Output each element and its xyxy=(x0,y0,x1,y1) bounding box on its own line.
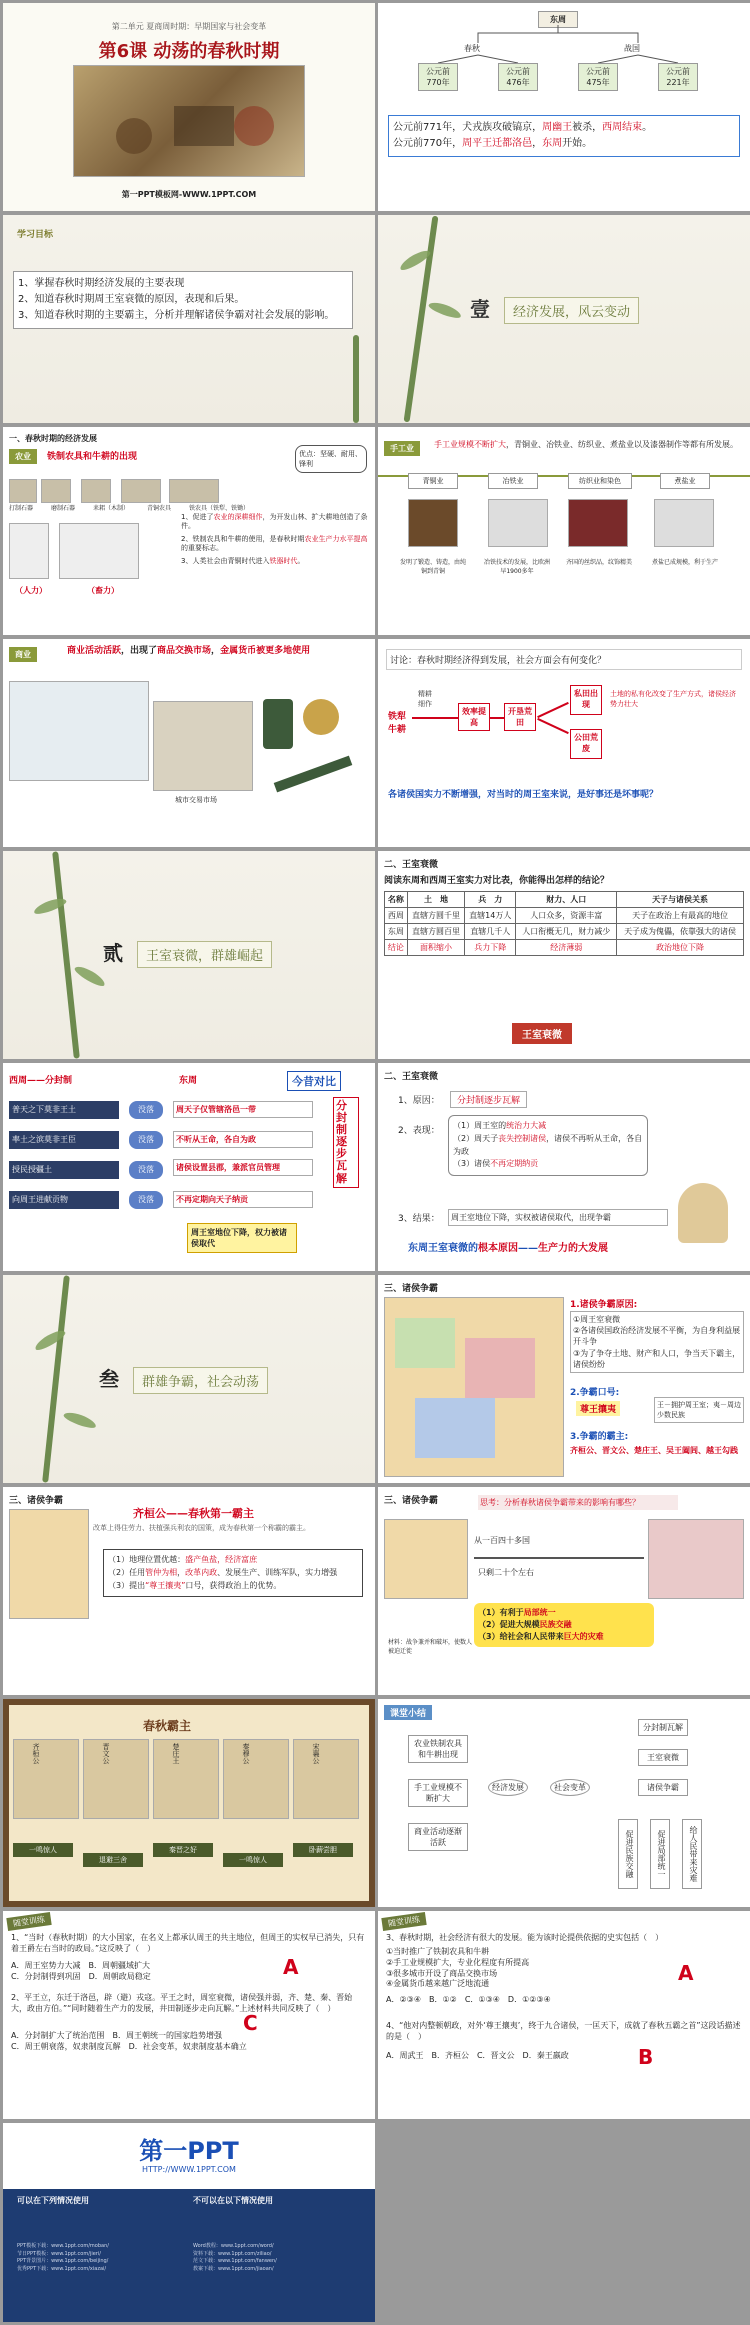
tool-labels: 打制石器 磨制石器 耒耜（木制） 青铜农具 铁农具（铁犁、铁锄） xyxy=(9,505,249,512)
map-after-image xyxy=(648,1519,744,1599)
impact-box: （1）有利于局部统一 （2）促进大规模民族交融 （3）给社会和人民带来巨大的灾难 xyxy=(474,1603,654,1647)
salt-image xyxy=(654,499,714,547)
east-label: 东周 xyxy=(179,1076,198,1086)
summary-fengjian: 分封制瓦解 xyxy=(638,1719,688,1736)
caption-salt: 煮盐已成规模，利于生产 xyxy=(651,559,718,566)
bamboo-decor xyxy=(404,216,439,423)
duke-points: （1）地理位置优越：盛产鱼盐，经济富庶 （2）任用管仲为相，改革内政、发展生产、训练军队，实力增强 （3）提出“尊王攘夷”口号，获得政治上的优势。 xyxy=(103,1549,363,1597)
section-title: 经济发展，风云变动 xyxy=(504,297,639,324)
question-3: 3、春秋时期，社会经济有很大的发展。能为该时论提供依据的史实包括（ ） xyxy=(386,1933,664,1942)
slide-handicraft[interactable] xyxy=(378,427,750,635)
slide-commerce[interactable] xyxy=(3,639,375,847)
slide-impact[interactable] xyxy=(378,1487,750,1695)
table-question: 阅读东周和西周王室实力对比表，你能得出怎样的结论？ xyxy=(384,876,610,886)
ox-label: （畜力） xyxy=(87,586,119,595)
comparison-table: 名称 土 地 兵 力 财力、人口 天子与诸侯关系 西周 直辖方圆千里 直辖14万人 人口众多，资源丰富 天子在政治上有最高的地位 东周 直辖方圆百里 直辖几千人 人口衔概无几，财力减少 天子成为傀儡，依靠强大的诸侯 结论 面积缩小 兵力下降 经济薄弱 政治地位下降 xyxy=(384,891,744,956)
quiz-tag: 随堂训练 xyxy=(6,1912,51,1931)
quiz-tag: 随堂训练 xyxy=(381,1912,426,1931)
hegemon-portrait xyxy=(223,1739,289,1819)
options-1: A．周王室势力大减 B．周朝疆域扩大 C．分封制得到巩固 D．周朝政局稳定 xyxy=(11,1961,151,1981)
tag-agri: 农业 xyxy=(9,449,37,464)
cause-title: 1.诸侯争霸原因: xyxy=(570,1300,638,1310)
year-770: 公元前770年 xyxy=(418,63,458,91)
idiom-label: 秦晋之好 xyxy=(153,1843,213,1857)
section-heading: 三、诸侯争霸 xyxy=(384,1496,439,1506)
market-caption: 城市交易市场 xyxy=(175,796,217,804)
slide-quiz-2[interactable] xyxy=(378,1911,750,2119)
qi-map-image xyxy=(9,1509,89,1619)
hegemon-portrait xyxy=(153,1739,219,1819)
options-2: A．分封制扩大了统治范围 B．周王朝统一的国家趋势增强 C．周王朝衰落，奴隶制度瓦解 D．社会变革，奴隶制度基本确立 xyxy=(11,2031,247,2051)
flow-note: 土地的私有化改变了生产方式，诸侯经济势力壮大 xyxy=(610,690,736,708)
reason-value: 分封制逐步瓦解 xyxy=(450,1091,527,1108)
hegemon-name: 宋襄公 xyxy=(312,1743,320,1764)
compare-title: 今昔对比 xyxy=(287,1071,341,1091)
hegemon-name: 楚庄王 xyxy=(172,1743,180,1764)
summary-effect: 促进局部统一 xyxy=(650,1819,670,1889)
flow-d: 开垦荒田 xyxy=(504,703,536,731)
conclusion-badge: 王室衰微 xyxy=(512,1023,572,1044)
table-row: 东周 直辖方圆百里 直辖几千人 人口衔概无几，财力减少 天子成为傀儡，依靠强大的诸侯 xyxy=(385,924,744,940)
link-list-left: PPT模板下载：www.1ppt.com/moban/ 节日PPT模板：www.1ppt.com/jieri/ PPT背景图片：www.1ppt.com/beijing/ 优秀PPT下载：www.1ppt.com/xiazai/ xyxy=(17,2243,109,2272)
slide-hegemons[interactable] xyxy=(3,1699,375,1907)
event-box: 公元前771年，犬戎族攻破镐京，周幽王被杀，西周结束。 公元前770年，周平王迁都洛邑，东周开始。 xyxy=(388,115,740,157)
hegemons-title: 春秋霸主 xyxy=(143,1719,192,1733)
slide-section-3[interactable] xyxy=(3,1275,375,1483)
cause-list: ①周王室衰微 ②各诸侯国政治经济发展不平衡，为自身利益展开斗争 ③为了争夺土地、财产和人口，争当天下霸主，诸侯纷纷 xyxy=(570,1311,744,1373)
decline-chip: 没落 xyxy=(129,1131,163,1149)
label-textile: 纺织业和染色 xyxy=(568,473,632,489)
idiom-label: 一鸣惊人 xyxy=(223,1853,283,1867)
slide-hegemony-causes[interactable] xyxy=(378,1275,750,1483)
bamboo-decor xyxy=(52,851,80,1058)
flow-b: 精耕细作 xyxy=(418,690,432,708)
market-image xyxy=(153,701,253,791)
agri-subtitle: 铁制农具和牛耕的出现 xyxy=(47,452,138,462)
round-coin-icon xyxy=(303,699,339,735)
hegemon-name: 秦穆公 xyxy=(242,1743,250,1764)
stone-tool-image xyxy=(9,479,37,503)
duke-subtitle: 改革上得住劳力、扶植强兵利农的国策，成为春秋第一个称霸的霸主。 xyxy=(93,1524,310,1532)
summary-agri: 农业铁制农具和牛耕出现 xyxy=(408,1735,468,1763)
section-number: 贰 xyxy=(103,941,123,965)
summary-change: 社会变革 xyxy=(550,1779,590,1796)
manifest-label: 2、表现： xyxy=(398,1126,440,1136)
textile-image xyxy=(568,499,628,547)
battle-painting-image xyxy=(73,65,305,177)
question-1: 1、“当时（春秋时期）的大小国家，在名义上都承认周王的共主地位，但周王的实权早已消失，只有着王爵左右当时的政局。”这反映了（ ） xyxy=(11,1933,365,1953)
link-list-right: Word教程：www.1ppt.com/word/ 资料下载：www.1ppt.com/ziliao/ 范文下载：www.1ppt.com/fanwen/ 教案下载：www.1ppt.com/jiaoan/ xyxy=(193,2243,277,2272)
lesson-title: 第6课 动荡的春秋时期 xyxy=(98,41,280,62)
node-zhanguo: 战国 xyxy=(624,44,640,53)
discussion-question: 讨论：春秋时期经济得到发展，社会方面会有何变化？ xyxy=(386,649,742,670)
side-conclusion: 分封制逐步瓦解 xyxy=(333,1097,359,1188)
objectives-heading: 学习目标 xyxy=(17,230,54,240)
figure-illustration xyxy=(678,1183,728,1243)
year-475: 公元前475年 xyxy=(578,63,618,91)
manifest-box: （1）周王室的统治力大减 （2）周天子丧失控制诸侯，诸侯不再听从王命，各自为政 （3）诸侯不再定期纳贡 xyxy=(448,1115,648,1176)
slide-summary[interactable] xyxy=(378,1699,750,1907)
unit-label: 第二单元 夏商周时期：早期国家与社会变革 xyxy=(111,22,267,31)
usage-allowed: 可以在下列情况使用 xyxy=(17,2196,89,2205)
impact-note: 材料：战争兼并和破坏，使数人被迫迁徙 xyxy=(388,1639,473,1655)
question-2: 2、平王立，东迁于洛邑，辟（避）戎寇。平王之时，周室衰微，诸侯强并弱，齐、楚、秦、晋始大，政由方伯。”“同时随着生产力的发展，井田制逐步走向瓦解。”上述材料共同反映了（ ） xyxy=(11,1993,353,2013)
items-3: ①当时推广了铁制农具和牛耕 ②手工业规模扩大，专业化程度有所提高 ③很多城市开设了商品交换市场 ④金属货币越来越广泛地流通 xyxy=(386,1947,530,1989)
question-4: 4、“他对内整顿朝政，对外‘尊王攘夷’，终于九合诸侯，一匡天下，成就了春秋五霸之首”这段话描述的是（ ） xyxy=(386,2021,741,2041)
table-row: 西周 直辖方圆千里 直辖14万人 人口众多，资源丰富 天子在政治上有最高的地位 xyxy=(385,908,744,924)
tag-handicraft: 手工业 xyxy=(384,441,420,456)
east-row: 诸侯设置县郡，兼派官员管理 xyxy=(173,1159,313,1176)
section-heading: 三、诸侯争霸 xyxy=(384,1284,439,1294)
flow-c: 效率提高 xyxy=(458,703,490,731)
impact-question: 思考：分析春秋诸侯争霸带来的影响有哪些？ xyxy=(478,1495,678,1510)
flow-a: 铁犁牛耕 xyxy=(388,712,407,735)
slide-then-now[interactable] xyxy=(3,1063,375,1271)
slide-section-2[interactable] xyxy=(3,851,375,1059)
caption-bronze: 发明了锻造、铸造，由纯铜到青铜 xyxy=(399,559,466,575)
slide-timeline[interactable] xyxy=(378,3,750,211)
manpower-image xyxy=(9,523,49,579)
section-title: 群雄争霸，社会动荡 xyxy=(133,1367,268,1394)
node-chunqiu: 春秋 xyxy=(464,44,480,53)
lords-title: 3.争霸的霸主: xyxy=(570,1432,629,1442)
reason-label: 1、原因： xyxy=(398,1096,440,1106)
hegemon-portrait xyxy=(13,1739,79,1819)
footer-text: 第一PPT模板网-WWW.1PPT.COM xyxy=(121,190,257,199)
iron-tool-image xyxy=(169,479,219,503)
west-row: 率土之滨莫非王臣 xyxy=(9,1131,119,1149)
hegemon-name: 晋文公 xyxy=(102,1743,110,1764)
slide-duke-huan[interactable] xyxy=(3,1487,375,1695)
decline-chip: 没落 xyxy=(129,1161,163,1179)
hegemony-map-image xyxy=(384,1297,564,1477)
slide-decline-summary[interactable] xyxy=(378,1063,750,1271)
summary-decline: 王室衰微 xyxy=(638,1749,688,1766)
label-bronze: 青铜业 xyxy=(408,473,458,489)
brand-url: HTTP://WWW.1PPT.COM xyxy=(142,2165,236,2174)
answer-4: B xyxy=(638,2045,654,2069)
spade-coin-icon xyxy=(263,699,293,749)
bamboo-decor xyxy=(42,1275,70,1482)
summary-effect: 促进民族交融 xyxy=(618,1819,638,1889)
duke-title: 齐桓公——春秋第一霸主 xyxy=(133,1507,254,1520)
section-heading: 三、诸侯争霸 xyxy=(9,1496,64,1506)
discussion-conclusion: 各诸侯国实力不断增强，对当时的周王室来说，是好事还是坏事呢？ xyxy=(388,790,659,800)
hegemon-portrait xyxy=(293,1739,359,1819)
slide-discussion[interactable] xyxy=(378,639,750,847)
manpower-label: （人力） xyxy=(15,586,47,595)
section-heading: 二、王室衰微 xyxy=(384,1072,439,1082)
summary-economy: 经济发展 xyxy=(488,1779,528,1796)
slogan-value: 尊王攘夷 xyxy=(576,1401,620,1416)
hegemon-name: 齐桓公 xyxy=(32,1743,40,1764)
brand-logo: 第一PPT xyxy=(139,2137,239,2165)
idiom-label: 退避三舍 xyxy=(83,1853,143,1867)
slide-end[interactable] xyxy=(3,2123,375,2322)
trade-map-image xyxy=(9,681,149,781)
bronze-tool-image xyxy=(121,479,161,503)
map-before-image xyxy=(384,1519,468,1599)
options-4: A．周武王 B．齐桓公 C．晋文公 D．秦王嬴政 xyxy=(386,2051,569,2060)
west-row: 授民授疆土 xyxy=(9,1161,119,1179)
lords-list: 齐桓公、晋文公、楚庄王、吴王阖闾、越王勾践 xyxy=(570,1446,738,1455)
root-cause: 东周王室衰微的根本原因——生产力的大发展 xyxy=(408,1243,608,1254)
tag-commerce: 商业 xyxy=(9,647,37,662)
slogan-title: 2.争霸口号: xyxy=(570,1388,620,1398)
states-before: 从一百四十多国 xyxy=(474,1536,530,1545)
slide-section-1[interactable] xyxy=(378,215,750,423)
slide-quiz-1[interactable] xyxy=(3,1911,375,2119)
year-221: 公元前221年 xyxy=(658,63,698,91)
root-east-zhou: 东周 xyxy=(538,11,578,28)
east-row: 周天子仅管辖洛邑一带 xyxy=(173,1101,313,1118)
flow-e: 私田出现 xyxy=(570,685,602,715)
states-after: 只剩二十个左右 xyxy=(478,1568,534,1577)
east-row: 不再定期向天子纳贡 xyxy=(173,1191,313,1208)
result-label: 3、结果： xyxy=(398,1214,440,1224)
bronze-image xyxy=(408,499,458,547)
iron-image xyxy=(488,499,548,547)
handicraft-text: 手工业规模不断扩大，青铜业、冶铁业、纺织业、煮盐业以及漆器制作等都有所发展。 xyxy=(434,440,738,449)
result-value: 周王室地位下降，实权被诸侯取代，出现争霸 xyxy=(448,1209,668,1226)
summary-effect: 给人民带来灾难 xyxy=(682,1819,702,1889)
section-heading: 一、春秋时期的经济发展 xyxy=(9,434,97,443)
summary-handicraft: 手工业规模不断扩大 xyxy=(408,1779,468,1807)
section-number: 叁 xyxy=(99,1367,119,1391)
answer-1: A xyxy=(283,1955,299,1979)
usage-forbidden: 不可以在以下情况使用 xyxy=(193,2196,273,2205)
caption-iron: 冶铁技术的发展，比欧洲早1900多年 xyxy=(483,559,550,575)
slogan-explain: 王－拥护周王室；夷－周边少数民族 xyxy=(654,1397,744,1423)
ox-plough-image xyxy=(59,523,139,579)
agri-points: 1、促进了农业的深耕细作，为开发山林、扩大耕地创造了条件。 2、铁制农具和牛耕的使用，是春秋时期农业生产力水平提高的重要标志。 3、人类社会由青铜时代进入铁器时代。 xyxy=(181,513,368,565)
summary-commerce: 商业活动逐渐活跃 xyxy=(408,1823,468,1851)
section-heading: 二、王室衰微 xyxy=(384,860,439,870)
idiom-label: 卧薪尝胆 xyxy=(293,1843,353,1857)
label-salt: 煮盐业 xyxy=(660,473,710,489)
wooden-tool-image xyxy=(81,479,111,503)
slide-title[interactable] xyxy=(3,3,375,211)
bamboo-decor xyxy=(353,335,359,423)
table-row: 结论 面积缩小 兵力下降 经济薄弱 政治地位下降 xyxy=(385,940,744,956)
polished-tool-image xyxy=(41,479,71,503)
answer-3: A xyxy=(678,1961,694,1985)
summary-hegemony: 诸侯争霸 xyxy=(638,1779,688,1796)
west-label: 西周——分封制 xyxy=(9,1076,73,1086)
commerce-text: 商业活动活跃，出现了商品交换市场，金属货币被更多地使用 xyxy=(67,646,311,656)
east-row: 不听从王命，各自为政 xyxy=(173,1131,313,1148)
label-iron: 冶铁业 xyxy=(488,473,538,489)
west-row: 普天之下莫非王土 xyxy=(9,1101,119,1119)
year-476: 公元前476年 xyxy=(498,63,538,91)
objectives-box: 1、掌握春秋时期经济发展的主要表现 2、知道春秋时期周王室衰微的原因，表现和后果。 3、知道春秋时期的主要霸主，分析并理解诸侯争霸对社会发展的影响。 xyxy=(13,271,353,329)
decline-chip: 没落 xyxy=(129,1191,163,1209)
answer-2: C xyxy=(243,2011,258,2035)
knife-coin-icon xyxy=(274,756,353,793)
idiom-label: 一鸣惊人 xyxy=(13,1843,73,1857)
summary-title: 课堂小结 xyxy=(384,1705,432,1720)
caption-textile: 齐国的丝织品，纹饰精美 xyxy=(565,559,632,566)
slide-agriculture[interactable] xyxy=(3,427,375,635)
section-number: 壹 xyxy=(470,297,490,321)
hegemon-portrait xyxy=(83,1739,149,1819)
slide-comparison-table[interactable] xyxy=(378,851,750,1059)
slide-objectives[interactable] xyxy=(3,215,375,423)
section-title: 王室衰微，群雄崛起 xyxy=(137,941,272,968)
options-3: A．②③④ B．①② C．①③④ D．①②③④ xyxy=(386,1995,551,2004)
west-row: 向周王进献贡物 xyxy=(9,1191,119,1209)
flow-f: 公田荒废 xyxy=(570,729,602,759)
result-box: 周王室地位下降，权力被诸侯取代 xyxy=(187,1223,297,1253)
advantages-note: 优点：坚硬、耐用、锋利 xyxy=(295,445,367,473)
decline-chip: 没落 xyxy=(129,1101,163,1119)
